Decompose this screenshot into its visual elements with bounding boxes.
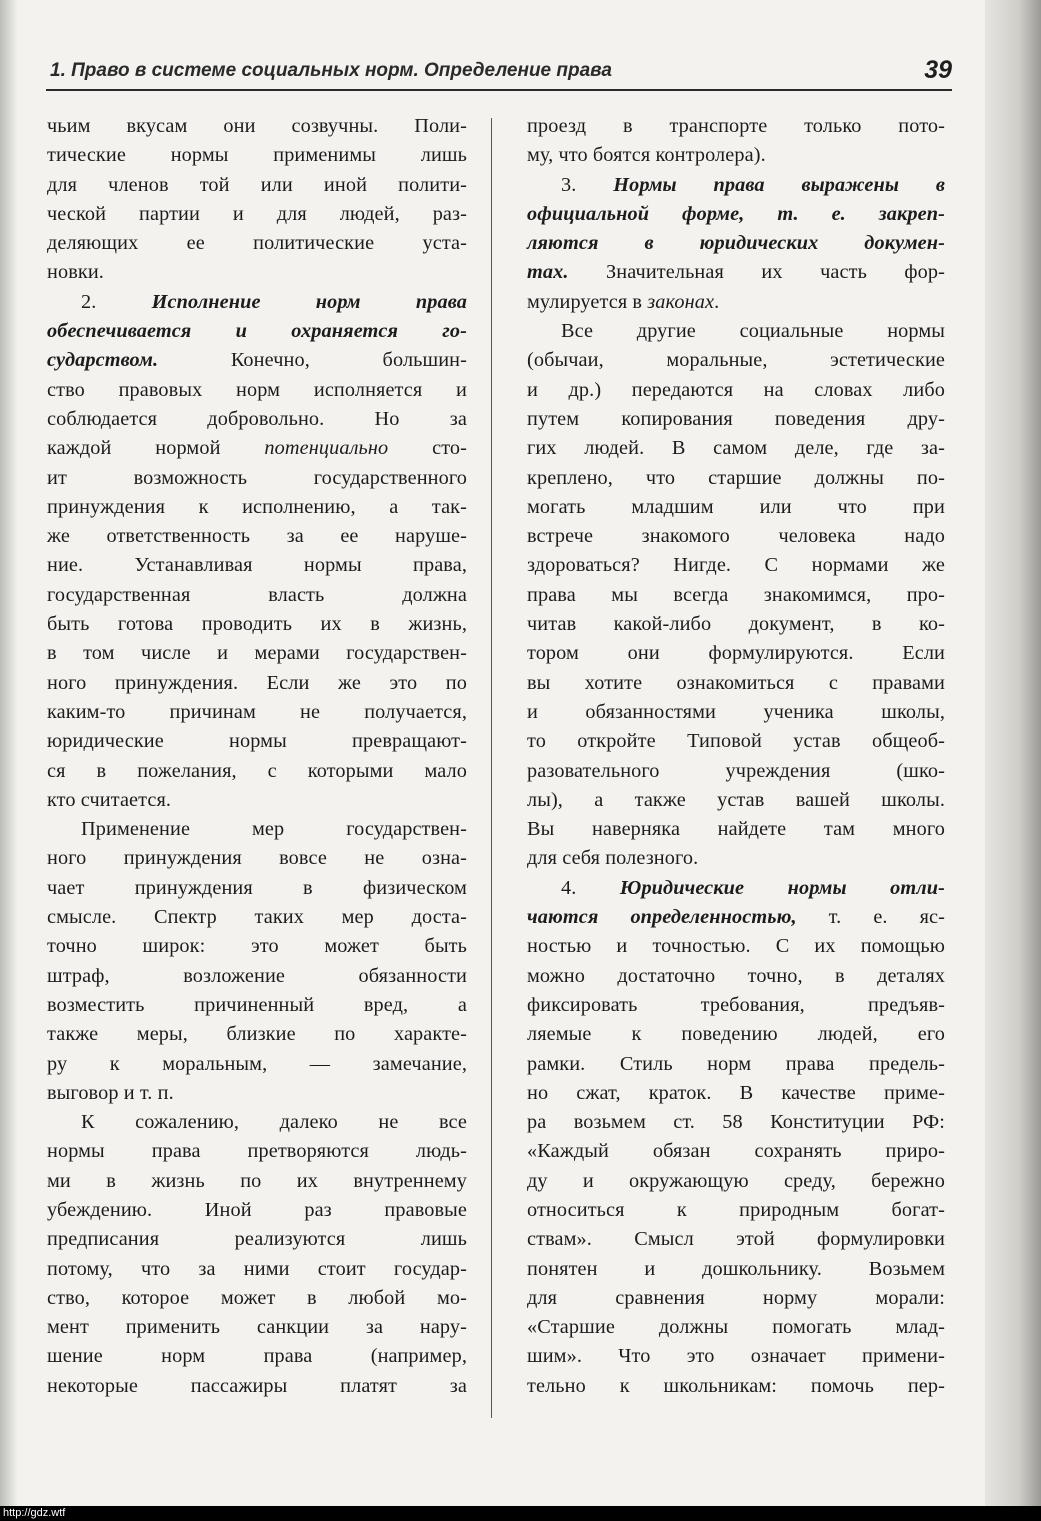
text-line: ит возможность государственного [47,466,467,489]
text-line: «Старшие должны помогать млад- [527,1316,945,1339]
text-line: путем копирования поведения дру- [527,407,945,430]
text-run: каждой нормой [47,437,265,460]
emphasis: тах. [527,261,569,284]
text-line: К сожалению, далеко не все [81,1111,467,1134]
text-line: чает принуждения в физическом [47,876,467,899]
emphasis: Исполнение норм права [151,290,467,313]
text-line: Все другие социальные нормы [561,320,945,343]
text-line [47,288,467,317]
header-rule [46,89,952,91]
text-line [527,171,945,200]
text-line: тельно к школьникам: помочь пер- [527,1374,945,1397]
text-line: чьим вкусам они созвучны. Поли- [47,115,467,137]
text-line: шение норм права (например, [47,1345,467,1368]
page-number: 39 [924,56,952,84]
text-line: убеждению. Иной раз правовые [47,1198,467,1221]
text-line: ство правовых норм исполняется и [47,378,467,401]
text-line: для себя полезного. [527,847,699,870]
emphasis: Нормы права выражены в [613,173,945,196]
item-number: 4. [561,876,620,899]
text-line: рамки. Стиль норм права предель- [527,1052,945,1075]
footer-url: http://gdz.wtf [3,1507,66,1519]
text-line: можно достаточно точно, в деталях [527,964,945,987]
text-line: читав какой-либо документ, в ко- [527,613,945,636]
text-line: му, что боятся контролера). [527,144,766,167]
text-line: ческой партии и для людей, раз- [47,202,467,225]
text-line: нормы права претворяются людь- [47,1140,467,1163]
text-line: быть готова проводить их в жизнь, [47,613,467,636]
column-divider [491,118,492,1418]
text-line: фиксировать требования, предъяв- [527,993,945,1016]
text-line: гих людей. В самом деле, где за- [527,437,945,460]
text-line: возместить причиненный вред, а [47,993,467,1016]
text-line: официальной форме, т. е. закреп- [527,202,945,225]
text-line: Вы наверняка найдете там много [527,818,945,841]
text-line: некоторые пассажиры платят за [47,1374,467,1397]
text-line: точно широк: это может быть [47,935,467,958]
text-line: штраф, возложение обязанности [47,964,467,987]
text-line: и обязанностями ученика школы, [527,700,945,723]
text-line: лы), а также устав вашей школы. [527,788,945,811]
text-line: Применение мер государствен- [81,818,467,841]
text-line: разовательного учреждения (шко- [527,759,945,782]
text-line: ние. Устанавливая нормы права, [47,554,467,577]
text-line: тором они формулируются. Если [527,642,945,665]
text-line: для членов той или иной полити- [47,173,467,196]
item-number: 3. [561,173,614,196]
text-line: потому, что за ними стоит государ- [47,1257,467,1280]
left-column [47,112,467,1422]
text-line [527,288,945,317]
text-line: ру к моральным, — замечание, [47,1052,467,1075]
text-line: права мы всегда знакомимся, про- [527,583,945,606]
text-run: Значительная их часть фор- [568,261,945,284]
text-line: принуждения к исполнению, а так- [47,495,467,518]
text-line [527,258,945,287]
text-line: тические нормы применимы лишь [47,144,467,167]
text-line: смысле. Спектр таких мер доста- [47,906,467,929]
text-run: т. е. яс- [796,906,945,929]
text-line: то откройте Типовой устав общеоб- [527,730,945,753]
text-line: ного принуждения вовсе не озна- [47,847,467,870]
text-line: ми в жизнь по их внутреннему [47,1169,467,1192]
text-run: мулируется в [527,290,648,313]
text-line [527,903,945,932]
text-line: обеспечивается и охраняется го- [47,320,467,343]
text-line: для сравнения норму морали: [527,1286,945,1309]
text-line: проезд в транспорте только пото- [527,115,945,137]
text-line: (обычаи, моральные, эстетические [527,349,945,372]
text-line: но сжат, краток. В качестве приме- [527,1081,945,1104]
text-run: сто- [388,437,467,460]
text-line [527,874,945,903]
text-line: ство, которое может в любой мо- [47,1286,467,1309]
text-line: также меры, близкие по характе- [47,1023,467,1046]
emphasis: Юридические нормы отли- [619,876,945,899]
text-run: Конечно, большин- [158,349,467,372]
text-line: ляются в юридических докумен- [527,232,945,255]
text-line: креплено, что старшие должны по- [527,466,945,489]
text-line: предписания реализуются лишь [47,1228,467,1251]
text-line: новки. [47,261,104,284]
text-line: встрече знакомого человека надо [527,525,945,548]
text-line: ду и окружающую среду, бережно [527,1169,945,1192]
text-line: кто считается. [47,788,172,811]
text-line: вы хотите ознакомиться с правами [527,671,945,694]
text-line: каким-то причинам не получается, [47,700,467,723]
text-line: ляемые к поведению людей, его [527,1023,945,1046]
text-line: ствам». Смысл этой формулировки [527,1228,945,1251]
italic-word: потенциально [264,437,389,460]
right-column [527,112,945,1422]
page-edge [985,0,1041,1506]
text-line: «Каждый обязан сохранять приро- [527,1140,945,1163]
text-line: могать младшим или что при [527,495,945,518]
text-line: здороваться? Нигде. С нормами же [527,554,945,577]
text-line: выговор и т. п. [47,1081,174,1104]
text-run: . [714,290,720,313]
text-line: государственная власть должна [47,583,467,606]
text-line: и др.) передаются на словах либо [527,378,945,401]
text-line [47,346,467,375]
text-line: соблюдается добровольно. Но за [47,407,467,430]
emphasis: сударством. [47,349,159,372]
text-line: ся в пожелания, с которыми мало [47,759,467,782]
text-line: понятен и дошкольнику. Возьмем [527,1257,945,1280]
italic-word: законах [647,290,715,313]
running-title: 1. Право в системе социальных норм. Определение права [50,60,612,81]
text-line: шим». Что это означает примени- [527,1345,945,1368]
text-line: деляющих ее политические уста- [47,232,467,255]
text-line: относиться к природным богат- [527,1198,945,1221]
page-shadow [0,0,18,1506]
text-line: ностью и точностью. С их помощью [527,935,945,958]
text-line: ного принуждения. Если же это по [47,671,467,694]
text-line: мент применить санкции за нару- [47,1316,467,1339]
emphasis: чаются определенностью, [527,906,797,929]
page-header [46,58,952,90]
footer-bar [0,1506,1041,1521]
text-line: же ответственность за ее наруше- [47,525,467,548]
text-line [47,434,467,463]
text-line: ра возьмем ст. 58 Конституции РФ: [527,1111,945,1134]
item-number: 2. [81,290,152,313]
text-line: в том числе и мерами государствен- [47,642,467,665]
text-line: юридические нормы превращают- [47,730,467,753]
